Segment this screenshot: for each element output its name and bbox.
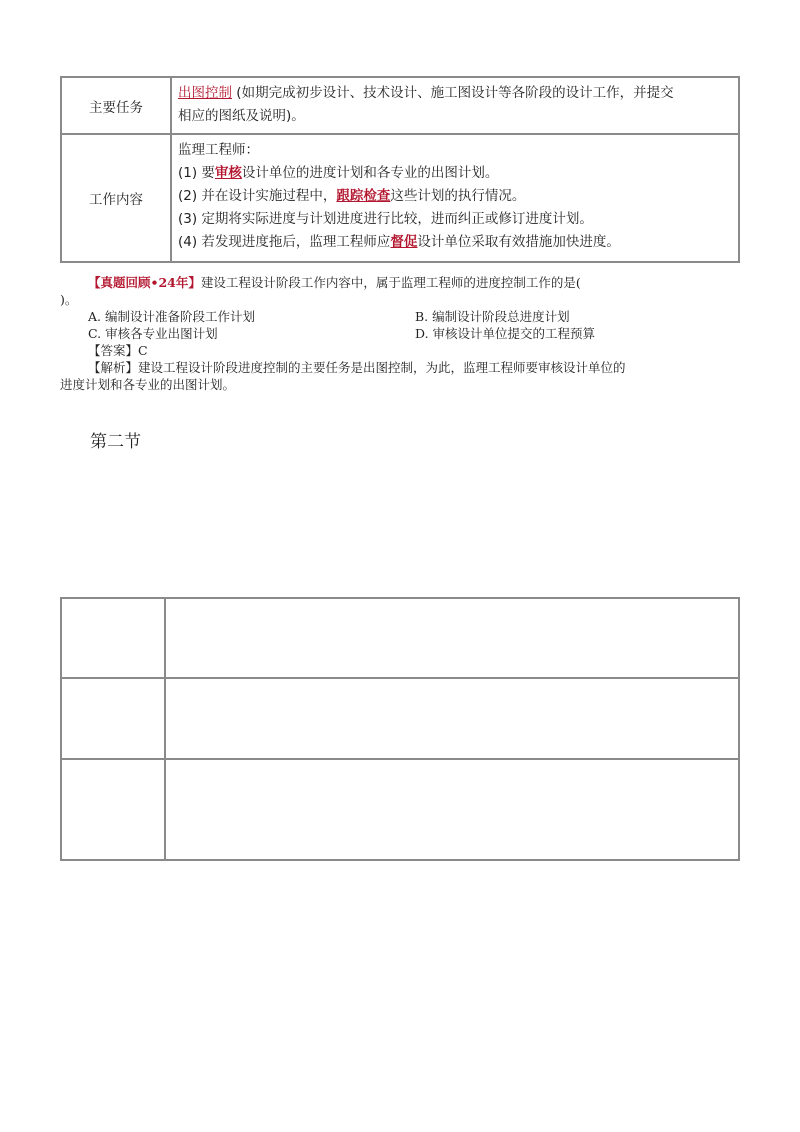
option-a: A. 编制设计准备阶段工作计划	[88, 309, 255, 324]
answer-line	[60, 342, 740, 359]
work-item-4: (4) 若发现进度拖后，监理工程师应督促设计单位采取有效措施加快进度。	[178, 234, 620, 250]
options-row-2	[60, 325, 740, 342]
empty-cell	[165, 759, 739, 860]
highlight-urge: 督促	[390, 234, 418, 250]
work-content-cell	[171, 134, 739, 262]
highlight-drawing-control: 出图控制	[178, 85, 232, 101]
design-phase-table	[60, 76, 740, 263]
option-d: D. 审核设计单位提交的工程预算	[415, 326, 596, 341]
analysis-label: 【解析】	[88, 360, 139, 375]
question-line-2: )。	[60, 292, 78, 307]
main-task-content	[171, 77, 739, 134]
exam-tag: 【真题回顾•24年】	[88, 275, 201, 290]
highlight-review: 审核	[214, 165, 242, 181]
empty-cell	[61, 759, 165, 860]
answer-label: 【答案】	[88, 343, 139, 358]
work-item-2: (2) 并在设计实施过程中，跟踪检查这些计划的执行情况。	[178, 188, 526, 204]
empty-cell	[165, 678, 739, 759]
analysis-line-1: 【解析】建设工程设计阶段进度控制的主要任务是出图控制，为此，监理工程师要审核设计单位的	[88, 360, 626, 375]
empty-cell	[165, 598, 739, 678]
exam-review-block	[60, 274, 740, 393]
analysis-line-2: 进度计划和各专业的出图计划。	[60, 377, 236, 392]
work-item-3: (3) 定期将实际进度与计划进度进行比较，进而纠正或修订进度计划。	[178, 211, 593, 227]
answer-value: C	[138, 343, 148, 358]
empty-cell	[61, 678, 165, 759]
options-row-1	[60, 308, 740, 325]
question-line-1: 【真题回顾•24年】建设工程设计阶段工作内容中，属于监理工程师的进度控制工作的是(	[88, 275, 581, 290]
empty-table	[60, 597, 740, 861]
main-task-text-1: (如期完成初步设计、技术设计、施工图设计等各阶段的设计工作，并提交	[236, 85, 674, 101]
option-b: B. 编制设计阶段总进度计划	[415, 309, 570, 324]
section-title: 第二节	[90, 432, 141, 452]
label-work-content: 工作内容	[61, 134, 171, 262]
main-task-text-2: 相应的图纸及说明)。	[178, 108, 305, 124]
highlight-track-check: 跟踪检查	[336, 188, 391, 204]
work-item-1: (1) 要审核设计单位的进度计划和各专业的出图计划。	[178, 165, 499, 181]
label-main-task: 主要任务	[61, 77, 171, 134]
empty-cell	[61, 598, 165, 678]
option-c: C. 审核各专业出图计划	[88, 326, 218, 341]
work-intro: 监理工程师：	[178, 142, 259, 158]
